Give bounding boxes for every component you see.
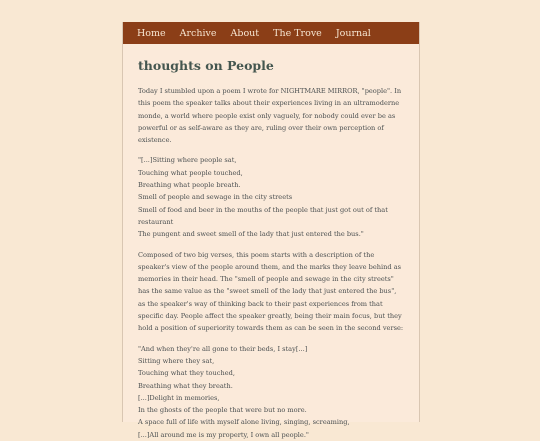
- poem-line: Touching what they touched,: [138, 369, 235, 378]
- post-content: [123, 44, 419, 441]
- blog-page: [122, 22, 420, 439]
- poem-line: The pungent and sweet smell of the lady that just entered the bus.": [138, 230, 364, 239]
- poem-line: In the ghosts of the people that were but no more.: [138, 406, 307, 415]
- poem-line: "And when they're all gone to their beds, I stay[...]: [138, 344, 308, 353]
- poem-line: "[...]Sitting where people sat,: [138, 156, 237, 165]
- nav-about[interactable]: About: [230, 27, 260, 39]
- poem-line: Smell of food and beer in the mouths of the people that just got out of that restaurant: [138, 205, 388, 226]
- nav-archive[interactable]: Archive: [179, 27, 217, 39]
- poem-line: A space full of life with myself alone living, singing, screaming,: [138, 418, 350, 427]
- poem-line: [...]Delight in memories,: [138, 393, 220, 402]
- poem-quote-1: [138, 154, 404, 240]
- nav-home[interactable]: Home: [137, 27, 166, 39]
- post-intro: Today I stumbled upon a poem I wrote for NIGHTMARE MIRROR, "people". In this poem the speaker talks about their experiences living in an ultramoderne monde, a world where people exist only vaguely, for nobody could ever be as powerful or as self-aware as they are, ruling over their own perception of existence.: [138, 87, 402, 145]
- post-analysis: Composed of two big verses, this poem starts with a description of the speaker's view of the people around them, and the marks they leave behind as memories in their head. The "smell of people and sewage in the city streets" has the same value as the "sweet smell of the lady that just entered the bus", as the speaker's way of thinking back to their past experiences from that specific day. People affect the speaker greatly, being their main focus, but they hold a position of superiority towards them as can be seen in the second verse:: [138, 250, 404, 333]
- nav-journal[interactable]: Journal: [335, 27, 371, 39]
- poem-line: Breathing what they breath.: [138, 381, 233, 390]
- post-title: thoughts on People: [138, 58, 274, 73]
- poem-quote-2: [138, 343, 404, 441]
- nav-the-trove[interactable]: The Trove: [273, 27, 322, 39]
- poem-line: Sitting where they sat,: [138, 356, 215, 365]
- poem-line: Touching what people touched,: [138, 168, 243, 177]
- poem-line: Smell of people and sewage in the city streets: [138, 193, 293, 202]
- top-nav: [123, 22, 419, 44]
- poem-line: Breathing what people breath.: [138, 181, 241, 190]
- poem-line: [...]All around me is my property, I own all people.": [138, 430, 309, 439]
